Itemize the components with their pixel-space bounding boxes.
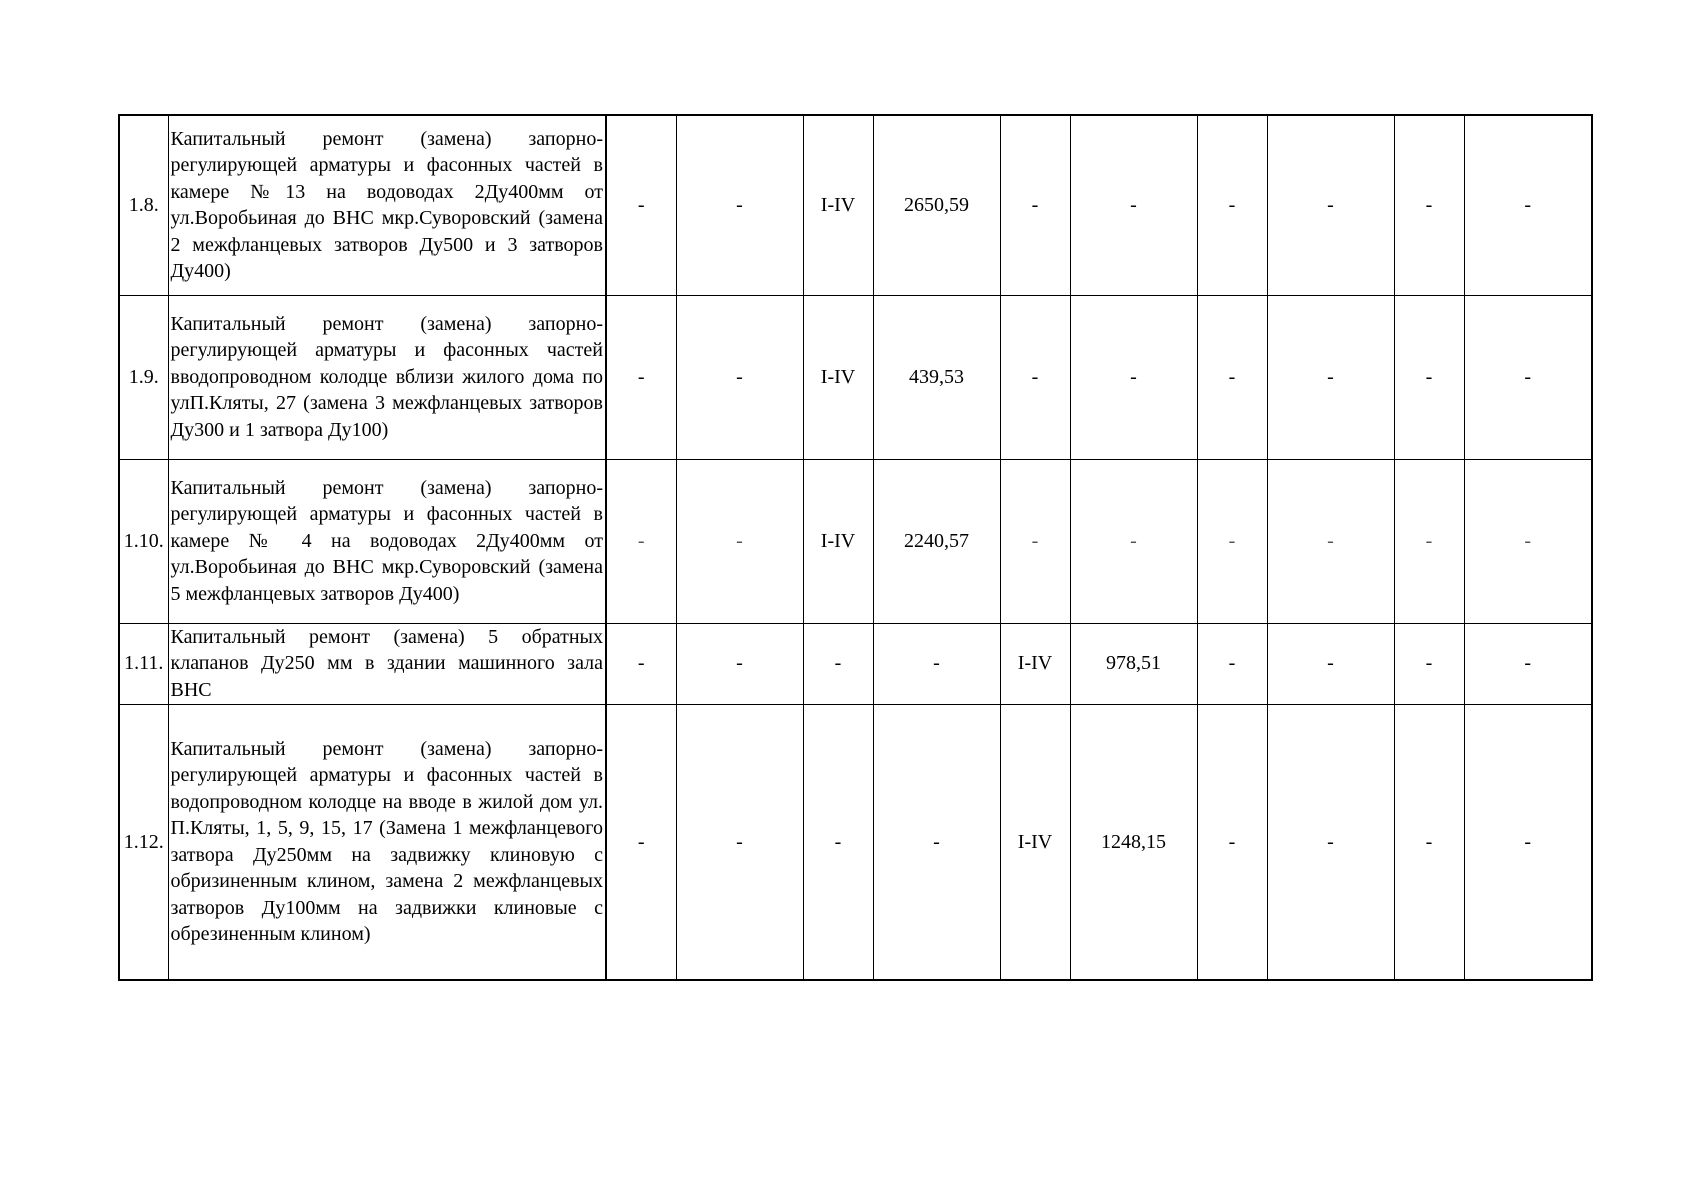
table-cell: - bbox=[676, 704, 803, 980]
table-row bbox=[119, 704, 1592, 980]
table-cell: I-IV bbox=[803, 115, 873, 295]
table-cell: - bbox=[1197, 623, 1267, 704]
table-cell: - bbox=[676, 459, 803, 623]
table-cell: - bbox=[1197, 459, 1267, 623]
table-cell: - bbox=[873, 623, 1000, 704]
table-cell: - bbox=[1267, 623, 1394, 704]
table-cell: - bbox=[1464, 459, 1592, 623]
row-number: 1.8. bbox=[119, 115, 168, 295]
table-cell: I-IV bbox=[1000, 623, 1070, 704]
table-cell: - bbox=[1000, 115, 1070, 295]
table-cell: - bbox=[1394, 704, 1464, 980]
table-cell: I-IV bbox=[803, 459, 873, 623]
row-number: 1.9. bbox=[119, 295, 168, 459]
table-cell: - bbox=[1070, 115, 1197, 295]
table-row bbox=[119, 623, 1592, 704]
row-number: 1.11. bbox=[119, 623, 168, 704]
table-cell: - bbox=[1000, 295, 1070, 459]
table-cell: - bbox=[1464, 704, 1592, 980]
table-cell: - bbox=[676, 295, 803, 459]
table-cell: - bbox=[1464, 295, 1592, 459]
table-cell: - bbox=[676, 115, 803, 295]
table-cell: - bbox=[1267, 704, 1394, 980]
table-cell: - bbox=[1394, 115, 1464, 295]
work-description: Капитальный ремонт (замена) запорно-регулирующей арматуры и фасонных частей в камере № 4 на водоводах 2Ду400мм от ул.Воробьиная до ВНС мкр.Суворовский (замена 5 межфланцевых затворов Ду400) bbox=[168, 459, 606, 623]
table-cell: - bbox=[1197, 295, 1267, 459]
table-row bbox=[119, 115, 1592, 295]
table-cell: - bbox=[676, 623, 803, 704]
table-cell: - bbox=[1000, 459, 1070, 623]
table-cell: - bbox=[1464, 115, 1592, 295]
work-description: Капитальный ремонт (замена) 5 обратных клапанов Ду250 мм в здании машинного зала ВНС bbox=[168, 623, 606, 704]
table-cell: I-IV bbox=[803, 295, 873, 459]
table-cell: 978,51 bbox=[1070, 623, 1197, 704]
table-row bbox=[119, 295, 1592, 459]
table-cell: I-IV bbox=[1000, 704, 1070, 980]
works-table bbox=[118, 114, 1593, 981]
table-row bbox=[119, 459, 1592, 623]
table-cell: - bbox=[606, 295, 676, 459]
row-number: 1.12. bbox=[119, 704, 168, 980]
table-cell: - bbox=[1267, 115, 1394, 295]
work-description: Капитальный ремонт (замена) запорно-регулирующей арматуры и фасонных частей в водопроводном колодце на вводе в жилой дом ул. П.Кляты, 1, 5, 9, 15, 17 (Замена 1 межфланцевого затвора Ду250мм на задвижку клиновую с обризиненным клином, замена 2 межфланцевых затворов Ду100мм на задвижки клиновые с обрезиненным клином) bbox=[168, 704, 606, 980]
work-description: Капитальный ремонт (замена) запорно-регулирующей арматуры и фасонных частей в камере №13 на водоводах 2Ду400мм от ул.Воробьиная до ВНС мкр.Суворовский (замена 2 межфланцевых затворов Ду500 и 3 затворов Ду400) bbox=[168, 115, 606, 295]
table-cell: - bbox=[873, 704, 1000, 980]
table-cell: - bbox=[803, 623, 873, 704]
table-cell: - bbox=[1197, 704, 1267, 980]
work-description: Капитальный ремонт (замена) запорно-регулирующей арматуры и фасонных частей вводопроводном колодце вблизи жилого дома по улП.Кляты, 27 (замена 3 межфланцевых затворов Ду300 и 1 затвора Ду100) bbox=[168, 295, 606, 459]
table-cell: - bbox=[1464, 623, 1592, 704]
table-cell: 1248,15 bbox=[1070, 704, 1197, 980]
table-cell: - bbox=[606, 459, 676, 623]
table-cell: - bbox=[1070, 459, 1197, 623]
table-cell: - bbox=[606, 115, 676, 295]
table-cell: 2240,57 bbox=[873, 459, 1000, 623]
table-cell: - bbox=[606, 623, 676, 704]
table-cell: - bbox=[1267, 295, 1394, 459]
row-number: 1.10. bbox=[119, 459, 168, 623]
table-cell: - bbox=[1394, 295, 1464, 459]
table-cell: - bbox=[1394, 623, 1464, 704]
table-cell: - bbox=[1394, 459, 1464, 623]
table-cell: 2650,59 bbox=[873, 115, 1000, 295]
table-cell: - bbox=[803, 704, 873, 980]
table-cell: 439,53 bbox=[873, 295, 1000, 459]
table-cell: - bbox=[606, 704, 676, 980]
table-cell: - bbox=[1267, 459, 1394, 623]
table-cell: - bbox=[1070, 295, 1197, 459]
table-cell: - bbox=[1197, 115, 1267, 295]
